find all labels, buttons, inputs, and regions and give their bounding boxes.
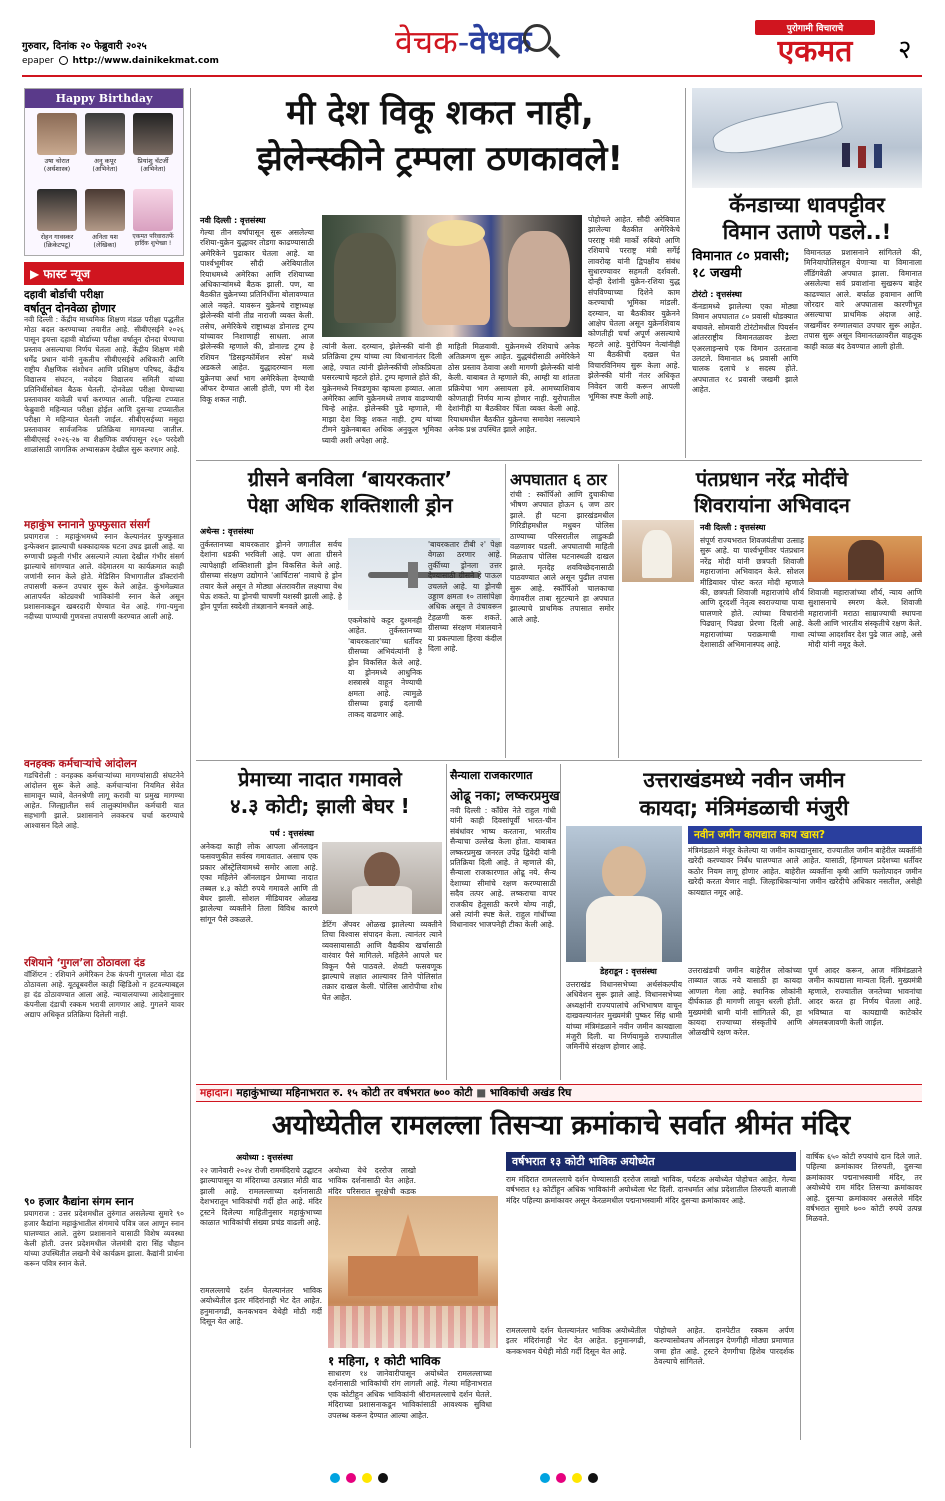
avatar [85, 189, 125, 231]
ayodhya-box-title: १ महिना, १ कोटी भाविक [328, 1354, 441, 1368]
color-swatch [540, 1473, 550, 1483]
ayodhya-col-5: पोहोचले आहेत. दानपेटीत रक्कम अर्पण करण्यासोबतच ऑनलाइन देणगीही मोठ्या प्रमाणात जमा होत आहे. ट्रस्टने देणगीचा हिशेब पारदर्शक ठेवल्याचे सांगितले. [654, 1326, 794, 1367]
modi-col-1: संपूर्ण राज्यभरात शिवजयंतीचा उत्साह सुरू आहे. या पार्श्वभूमीवर पंतप्रधान नरेंद्र मोदी यांनी छत्रपती शिवाजी महाराजांना अभिवादन केले. सोशल मीडियावर पोस्ट करत मोदी म्हणाले की, छत्रपती शिवाजी महाराजांचे शौर्य आणि दूरदर्शी नेतृत्व स्वराज्याचा पाया घालणारे होते. त्यांच्या विचारांनी पिढ्यान् पिढ्या प्रेरणा दिली आहे. महाराजांच्या पराक्रमाची गाथा देशासाठी अभिमानास्पद आहे. [700, 536, 804, 650]
birthday-caption: एकमत परिवारातर्फे हार्दिक शुभेच्छा ! [132, 233, 174, 247]
brand-block [755, 20, 875, 68]
army-kicker: सैन्याला राजकारणात [450, 769, 533, 782]
news-item [24, 758, 184, 951]
cm-photo [566, 826, 682, 962]
news-headline: वनहक्क कर्मचाऱ्यांचे आंदोलन [24, 758, 137, 770]
section-name-a: वेचक [395, 23, 458, 61]
birthday-caption: प्रियांशु चॅटर्जी (अभिनेता) [137, 157, 169, 173]
birthday-box [24, 88, 184, 256]
canada-col-2: विमानतळ प्रशासनाने सांगितले की, मिनियापोलिसहून येणाऱ्या या विमानाला लँडिंगवेळी अपघात झाला. विमानात असलेल्या सर्व प्रवाशांना सुखरूप बाहेर काढण्यात आले. बर्फाळ हवामान आणि जोरदार वारे अपघातास कारणीभूत असल्याचा प्राथमिक अंदाज आहे. जखमींवर रुग्णालयात उपचार सुरू आहेत. तपास सुरू असून विमानतळावरील वाहतूक काही काळ बंद ठेवण्यात आली होती. [804, 248, 922, 351]
lead-headline: मी देश विकू शकत नाही, झेलेन्स्कीने ट्रम्पला ठणकावले! [257, 93, 623, 179]
ayodhya-col-4: रामलल्लाचे दर्शन घेतल्यानंतर भाविक अयोध्येतील इतर मंदिरांनाही भेट देत आहेत. हनुमानगढी, कनकभवन येथेही मोठी गर्दी दिसून येत आहे. [506, 1326, 646, 1356]
fast-news-column [24, 262, 184, 1442]
news-headline: रशियाने ‘गुगल’ला ठोठावला दंड [24, 957, 146, 969]
globe-icon [59, 56, 68, 65]
brand-tagline: पुरोगामी विचाराचे [755, 20, 875, 35]
uttarakhand-headline: उत्तराखंडमध्ये नवीन जमीन कायदा; मंत्रिमंडळाची मंजुरी [639, 768, 849, 820]
ayodhya-box [328, 1352, 492, 1436]
mahadan-label: महादान। [200, 1087, 233, 1099]
news-item [24, 957, 184, 1190]
news-body: नवी दिल्ली : केंद्रीय माध्यमिक शिक्षण मंडळ परीक्षा पद्धतीत मोठा बदल करण्याच्या तयारीत आहे. सीबीएसईने २०२६ पासून इयत्ता दहावी बोर्डाच्या परीक्षा वर्षातून दोनदा घेण्याचा प्रस्ताव असल्याचा निर्णय घेतला आहे. केंद्रीय शिक्षण मंत्री धर्मेंद्र प्रधान यांनी नुकतीच सीबीएसईचे अधिकारी आणि राष्ट्रीय शैक्षणिक संशोधन आणि प्रशिक्षण परिषद, केंद्रीय विद्यालय संघटन, नवोदय विद्यालय समिती यांच्या प्रतिनिधींसोबत बैठक घेतली. दोनवेळा परीक्षा घेण्याच्या प्रस्तावावर यावेळी चर्चा करण्यात आली. पहिल्या टप्प्यात फेब्रुवारी महिन्यात परीक्षा होईल आणि दुसऱ्या टप्प्यातील परीक्षा मे महिन्यात घेतली जाईल. सीबीएसईच्या मसुदा प्रस्तावावर सार्वजनिक प्रतिक्रिया मागवल्या जातील. सीबीएसई २०२६-२७ या शैक्षणिक वर्षापासून २६० परदेशी शाळांसाठी जागतिक अभ्यासक्रम देखील सुरू करणार आहे. [24, 315, 184, 454]
color-swatch [362, 1473, 372, 1483]
ayodhya-col-2: अयोध्या येथे दररोज लाखो भाविक दर्शनासाठी येत आहेत. मंदिर परिसरात सुरक्षेची कडक [328, 1166, 416, 1196]
color-swatch [378, 1473, 388, 1483]
news-headline: महाकुंभ स्नानाने फुफ्फुसात संसर्ग [24, 519, 150, 531]
ayodhya-col-1: २२ जानेवारी २०२४ रोजी राममंदिराचे उद्घाटन झाल्यापासून या मंदिराच्या उत्पन्नात मोठी वाढ झाली आहे. रामलल्लाच्या दर्शनासाठी देशभरातून भाविकांची गर्दी होत आहे. मंदिर ट्रस्टने दिलेल्या माहितीनुसार महाकुंभाच्या काळात भाविकांची संख्या प्रचंड वाढली आहे. [200, 1166, 322, 1228]
leaders-photo [322, 215, 582, 337]
color-swatch [572, 1473, 582, 1483]
greece-headline: ग्रीसने बनविला ‘बायरकतार’ पेक्षा अधिक शक्तिशाली ड्रोन [247, 467, 453, 517]
greece-col-2: एकमेकांचे कट्टर दुश्मनही आहेत. तुर्कस्तानच्या 'बायरकतार'च्या धर्तीवर ग्रीसच्या अभियंत्यांनी हे ड्रोन विकसित केले आहे. या ड्रोनमध्ये आधुनिक शस्त्रास्त्रे वाहून नेण्याची क्षमता आहे. त्यामुळे ग्रीसच्या हवाई दलाची ताकद वाढणार आहे. [348, 616, 422, 719]
section-divider [196, 460, 922, 461]
lead-col-4: पोहोचले आहेत. सौदी अरेबियात झालेल्या बैठकीत अमेरिकेचे परराष्ट्र मंत्री मार्को रुबियो आणि रशियाचे परराष्ट्र मंत्री सर्गेई लावरोव्ह यांनी द्विपक्षीय संबंध सुधारण्यावर सहमती दर्शवली. दोन्ही देशांनी युक्रेन-रशिया युद्ध संपविण्याच्या दिशेने काम करण्याची भूमिका मांडली. दरम्यान, या बैठकीवर युक्रेनने आक्षेप घेतला असून युक्रेनशिवाय कोणतीही चर्चा अपूर्ण असल्याचे म्हटले आहे. युरोपियन नेत्यांनीही या बैठकीची दखल घेत विचारविनिमय सुरू केला आहे. झेलेन्स्की यांनी नंतर अधिकृत निवेदन जारी करून आपली भूमिका स्पष्ट केली आहे. [588, 215, 680, 401]
romance-scam-col-1: अनेकदा काही लोक आपला ऑनलाइन फसवणुकीत सर्वस्व गमावतात. असाच एक प्रकार ऑस्ट्रेलियामध्ये समोर आला आहे. एका महिलेने ऑनलाइन प्रेमाच्या नादात तब्बल ४.३ कोटी रुपये गमावले आणि ती बेघर झाली. सोशल मीडियावर ओळख झालेल्या व्यक्तीने तिला विविध कारणे सांगून पैसे उकळले. [200, 842, 318, 924]
modi-col-2: शिवाजी महाराजांच्या शौर्य, न्याय आणि सुशासनाचे स्मरण केले. शिवाजी महाराजांनी मराठा साम्राज्याची स्थापना केली आणि भारतीय संस्कृतीचे रक्षण केले. त्यांच्या आदर्शांवर देश पुढे जात आहे, असे मोदी यांनी नमूद केले. [808, 588, 922, 650]
modi-headline: पंतप्रधान नरेंद्र मोदींचे शिवरायांना अभिवादन [694, 467, 850, 517]
birthday-caption: उषा चोरात (अर्थशास्त्र) [43, 157, 71, 173]
greece-col-1: तुर्कस्तानच्या बायरकतार ड्रोनने जगातील सर्वच देशांना धडकी भरविली आहे. पण आता ग्रीसने त्यापेक्षाही शक्तिशाली ड्रोन विकसित केले आहे. ग्रीसच्या संरक्षण उद्योगाने 'आर्चिटास' नावाचे हे ड्रोन तयार केले असून ते मोठ्या अंतरावरील लक्ष्याचा वेध घेऊ शकते. या ड्रोनची चाचणी यशस्वी झाली आहे. हे ड्रोन पूर्णतः स्वदेशी तंत्रज्ञानाने बनवले आहे. [200, 540, 342, 612]
birthday-caption: अनिता यश (लेखिका) [92, 233, 118, 249]
canada-col-1: कॅनडामध्ये झालेल्या एका मोठ्या विमान अपघातात ८० प्रवासी थोडक्यात बचावले. सोमवारी टोरंटोमधील पियर्सन आंतरराष्ट्रीय विमानतळावर डेल्टा एअरलाइन्सचे एक विमान उतरताना उलटले. विमानात ७६ प्रवासी आणि चालक दलाचे ४ सदस्य होते. अपघातात १८ प्रवासी जखमी झाले आहेत. [692, 302, 798, 395]
lead-col-2: त्यांनी केला. दरम्यान, झेलेन्स्की यांनी ही प्रतिक्रिया ट्रम्प यांच्या त्या विधानानंतर दिली आहे, ज्यात त्यांनी झेलेन्स्कींची लोकप्रियता घसरल्याचे म्हटले होते. ट्रम्प म्हणाले होते की, युक्रेनमध्ये निवडणुका व्हायला हव्यात. आता अमेरिका आणि युक्रेनमध्ये तणाव वाढण्याची चिन्हे आहेत. झेलेन्स्की पुढे म्हणाले, मी माझा देश विकू शकत नाही. ट्रम्प यांच्या टीमने युक्रेनबाबत अधिक अनुकूल भूमिका घ्यावी अशी अपेक्षा आहे. [322, 342, 442, 445]
news-body: वॉशिंग्टन : रशियाने अमेरिकन टेक कंपनी गुगलला मोठा दंड ठोठावला आहे. यूट्यूबवरील काही व्हिडिओ न हटवल्याबद्दल हा दंड ठोठावण्यात आला आहे. न्यायालयाच्या आदेशानुसार कंपनीला दंडाची रक्कम भरावी लागणार आहे. गुगलने यावर अद्याप अधिकृत प्रतिक्रिया दिलेली नाही. [24, 970, 184, 1019]
print-color-bar [0, 1470, 945, 1486]
army-body: नवी दिल्ली : काँग्रेस नेते राहुल गांधी यांनी काही दिवसांपूर्वी भारत-चीन संबंधांवर भाष्य करताना, भारतीय सैन्याचा उल्लेख केला होता. याबाबत लष्करप्रमुख जनरल उपेंद्र द्विवेदी यांनी प्रतिक्रिया दिली आहे. ते म्हणाले की, सैन्याला राजकारणात ओढू नये. सैन्य देशाच्या सीमांचे रक्षण करण्यासाठी सदैव तत्पर आहे. लष्कराचा वापर राजकीय हेतूसाठी करणे योग्य नाही, असे त्यांनी स्पष्ट केले. राहुल गांधींच्या विधानावर भाजपनेही टीका केली आहे. [450, 806, 556, 930]
color-swatch [556, 1473, 566, 1483]
lead-dateline: नवी दिल्ली : वृत्तसंस्था [200, 216, 266, 225]
website-link[interactable]: http://www.dainikekmat.com [72, 56, 219, 66]
canada-dateline: टोरंटो : वृत्तसंस्था [692, 290, 742, 299]
lead-col-3: माहिती मिळवावी. युक्रेनमध्ये रशियाचे अनेक अतिक्रमण सुरू आहेत. युद्धबंदीसाठी अमेरिकेने ठोस प्रस्ताव ठेवावा अशी मागणी झेलेन्स्की यांनी केली. याबाबत ते म्हणाले की, आम्ही या शांतता प्रक्रियेचा भाग असायला हवे. आमच्याशिवाय कोणताही निर्णय मान्य होणार नाही. युरोपातील देशांनीही या बैठकीवर चिंता व्यक्त केली आहे. रियाधमधील बैठकीत युक्रेनचा समावेश नसल्याने अनेक प्रश्न उपस्थित झाले आहेत. [448, 342, 580, 435]
color-swatch [330, 1473, 340, 1483]
section-logo: वेचक-वेधक [395, 20, 675, 64]
news-body: प्रयागराज : महाकुंभमध्ये स्नान केल्यानंतर फुफ्फुसात इन्फेक्शन झाल्याची धक्कादायक घटना उघड झाली आहे. या रुग्णाची प्रकृती गंभीर असल्याने त्याला देखील गंभीर संसर्ग झाल्याचे सांगण्यात आले. वंदेमातरम या कार्यक्रमात काही जणांनी स्नान केले होते. मेडिसिन विभागातील डॉक्टरांनी तपासणी करून उपचार सुरू केले आहेत. कुंभमेळ्यात आतापर्यंत कोट्यवधी भाविकांनी स्नान केले असून प्रशासनाकडून खबरदारी घेण्यात येत आहे. गंगा-यमुना नदीच्या पाण्याची गुणवत्ता तपासणी करण्यात आली आहे. [24, 532, 184, 621]
birthday-title: Happy Birthday [25, 89, 183, 108]
section-name-b: वेधक [469, 23, 532, 61]
header-rule [22, 75, 922, 77]
epaper-label: epaper [22, 56, 54, 66]
ayodhya-side-box [506, 1152, 796, 1322]
romance-scam-col-2: डेटिंग ॲपवर ओळख झालेल्या व्यक्तीने तिचा विश्वास संपादन केला. त्यानंतर त्याने व्यवसायासाठी आणि वैद्यकीय खर्चासाठी वारंवार पैसे मागितले. महिलेने आपले घर विकून पैसे पाठवले. शेवटी फसवणूक झाल्याचे लक्षात आल्यावर तिने पोलिसांत तक्रार दाखल केली. पोलिस आरोपीचा शोध घेत आहेत. [322, 920, 442, 1002]
news-body: प्रयागराज : उत्तर प्रदेशमधील तुरुंगात असलेल्या सुमारे ९० हजार कैद्यांना महाकुंभातील संगमाचे पवित्र जल आणून स्नान घालण्यात आले. तुरुंग प्रशासनाने यासाठी विशेष व्यवस्था केली होती. उत्तर प्रदेशमधील जेलमंत्री दारा सिंह चौहान यांच्या उपस्थितीत लखनौ येथे कार्यक्रम झाला. कैद्यांनी प्रार्थना करून पवित्र स्नान केले. [24, 1209, 184, 1268]
lead-col-1: गेल्या तीन वर्षांपासून सुरू असलेल्या रशिया-युक्रेन युद्धावर तोडगा काढण्यासाठी अमेरिकेने पुढाकार घेतला आहे. या पार्श्वभूमीवर सौदी अरेबियातील रियाधमध्ये अमेरिका आणि रशियाच्या अधिकाऱ्यांमध्ये बैठक झाली. पण, या बैठकीत युक्रेनच्या प्रतिनिधींना बोलावण्यात आले नव्हते. यावरून युक्रेनचे राष्ट्राध्यक्ष झेलेन्स्की यांनी तीव्र नाराजी व्यक्त केली. तसेच, अमेरिकेचे राष्ट्राध्यक्ष डोनाल्ड ट्रम्प यांच्यावर निशाणाही साधला. आज झेलेन्स्की म्हणाले की, डोनाल्ड ट्रम्प हे रशियन 'डिसइन्फॉर्मेशन स्पेस' मध्ये अडकले आहेत. युद्धादरम्यान मला युक्रेनचा अर्धा भाग अमेरिकेला देण्याची ऑफर देण्यात आली होती, पण मी देश विकू शकत नाही. [200, 228, 314, 404]
ayodhya-box-body: साधारण १४ जानेवारीपासून अयोध्येत रामलल्लाच्या दर्शनासाठी भाविकांची रांग लागली आहे. गेल्या महिनाभरात एक कोटीहून अधिक भाविकांनी श्रीरामलल्लाचे दर्शन घेतले. मंदिराच्या प्रशासनाकडून भाविकांसाठी आवश्यक सुविधा उपलब्ध करून देण्यात आल्या आहेत. [328, 1369, 492, 1420]
avatar [85, 113, 125, 155]
column-divider [800, 1150, 801, 1440]
ayodhya-col-3: रामलल्लाचे दर्शन घेतल्यानंतर भाविक अयोध्येतील इतर मंदिरांनाही भेट देत आहेत. हनुमानगढी, कनकभवन येथेही मोठी गर्दी दिसून येत आहे. [200, 1286, 322, 1327]
lightning-icon: ▶ [30, 267, 44, 281]
brand-logo: एकमत [777, 34, 853, 69]
news-item [24, 289, 184, 513]
uttarakhand-dateline: डेहराडून : वृत्तसंस्था [600, 967, 657, 976]
birthday-caption: अनु कपूर (अभिनेता) [92, 157, 118, 173]
section-divider [196, 760, 922, 761]
square-bullet-icon: ■ [476, 1087, 490, 1099]
avatar [133, 113, 173, 155]
news-headline: ९० हजार कैद्यांना संगम स्नान [24, 1196, 134, 1208]
modi-dateline: नवी दिल्ली : वृत्तसंस्था [700, 523, 766, 532]
column-divider [446, 764, 447, 1080]
ayodhya-headline: अयोध्येतील रामलल्ला तिसऱ्या क्रमांकाचे सर्वात श्रीमंत मंदिर [271, 1110, 851, 1141]
woman-distress-photo [322, 842, 442, 914]
epaper-line [22, 56, 219, 66]
mahadan-strip [196, 1084, 922, 1102]
news-subhead: वर्षातून दोनवेळा होणार [24, 302, 116, 315]
greece-col-3: 'बायरकतार टीबी २' पेक्षा वेगळा ठरणार आहे. तुर्कीच्या ड्रोनला उत्तर देण्यासाठी ग्रीसने हे पाऊल उचलले आहे. या ड्रोनची उड्डाण क्षमता १० तासांपेक्षा अधिक असून ते उंचावरून टेहळणी करू शकते. ग्रीसच्या संरक्षण मंत्रालयाने या प्रकल्पाला हिरवा कंदील दिला आहे. [428, 540, 502, 654]
column-divider [618, 464, 619, 758]
canada-headline: कॅनडाच्या धावपट्टीवर विमान उताणे पडले..! [722, 193, 892, 244]
color-swatch [588, 1473, 598, 1483]
modi-photo [622, 520, 694, 582]
ayodhya-side-title: वर्षभरात १३ कोटी भाविक अयोध्येत [506, 1152, 796, 1171]
masthead [0, 0, 945, 82]
shivaji-statue-photo [808, 536, 922, 582]
birthday-caption: रोहन गावस्कर (क्रिकेटपटू) [40, 233, 74, 249]
fast-news-title: ▶ फास्ट न्यूज [24, 262, 184, 285]
accident-headline: अपघातात ६ ठार [510, 470, 607, 489]
news-headline: दहावी बोर्डाची परीक्षा [24, 289, 104, 301]
greece-dateline: अथेन्स : वृत्तसंस्था [200, 527, 254, 536]
avatar [37, 189, 77, 231]
mahadan-text: महाकुंभाच्या महिनाभरात रु. १५ कोटी तर वर्षभरात ७०० कोटी [236, 1087, 473, 1099]
ayodhya-dateline: अयोध्या : वृत्तसंस्था [236, 1153, 293, 1162]
news-item [24, 519, 184, 752]
page-number: २ [898, 35, 912, 65]
ayodhya-side-body: राम मंदिरात रामलल्लाचे दर्शन घेण्यासाठी दररोज लाखो भाविक, पर्यटक अयोध्येत पोहोचत आहेत. गेल्या वर्षभरात १३ कोटींहून अधिक भाविकांनी अयोध्येला भेट दिली. दानधर्मात आंध्र प्रदेशातील तिरुपती बालाजी मंदिर पहिल्या क्रमांकावर असून केरळमधील पद्मनाभस्वामी मंदिर दुसऱ्या क्रमांकावर आहे. [506, 1175, 796, 1205]
uttarakhand-col-2: उत्तराखंडची जमीन बाहेरील लोकांच्या ताब्यात जाऊ नये यासाठी हा कायदा आणला गेला आहे. स्थानिक लोकांनी दीर्घकाळ ही मागणी लावून धरली होती. मुख्यमंत्री धामी यांनी सांगितले की, हा कायदा राज्याच्या संस्कृतीचे आणि ओळखीचे रक्षण करेल. [688, 966, 802, 1038]
romance-scam-dateline: पर्थ : वृत्तसंस्था [270, 829, 314, 838]
news-body: गडचिरोली : वनहक्क कर्मचाऱ्यांच्या मागण्यांसाठी संघटनेने आंदोलन सुरू केले आहे. कर्मचाऱ्यांना नियमित सेवेत सामावून घ्यावे, वेतनश्रेणी लागू करावी या प्रमुख मागण्या आहेत. जिल्ह्यातील सर्व तालुक्यांमधील कर्मचारी यात सहभागी झाले. प्रशासनाने लवकरच चर्चा करण्याचे आश्वासन दिले आहे. [24, 771, 184, 830]
avatar [37, 113, 77, 155]
land-law-kicker: नवीन जमीन कायद्यात काय खास? [688, 826, 922, 844]
land-law-kicker-body: मंत्रिमंडळाने मंजूर केलेल्या या जमीन कायद्यानुसार, राज्यातील जमीन बाहेरील व्यक्तींनी खरेदी करण्यावर निर्बंध घालण्यात आले आहेत. यासाठी, हिमाचल प्रदेशच्या धर्तीवर कठोर नियम लागू होणार आहेत. बाहेरील व्यक्तींना कृषी आणि फलोत्पादन जमीन खरेदी करता येणार नाही. जिल्हाधिकाऱ्यांना जमीन खरेदीचे अधिकार नसतील, असेही कायद्यात नमूद आहे. [688, 846, 922, 897]
plane-crash-photo [692, 88, 922, 188]
accident-body: रांची : स्कॉर्पिओ आणि दुचाकीचा भीषण अपघात होऊन ६ जण ठार झाले. ही घटना झारखंडमधील गिरिडीहमधील मधुबन पोलिस ठाण्याच्या परिसरातील लाडुकडी वळणावर घडली. अपघाताची माहिती मिळताच पोलिस घटनास्थळी दाखल झाले. मृतदेह शवविच्छेदनासाठी पाठवण्यात आले असून पुढील तपास सुरू आहे. स्कॉर्पिओ चालकाचा वेगावरील ताबा सुटल्याने हा अपघात झाल्याचे प्राथमिक तपासात समोर आले आहे. [510, 490, 614, 624]
romance-scam-headline: प्रेमाच्या नादात गमावले ४.३ कोटी; झाली बेघर ! [230, 767, 410, 818]
uttarakhand-col-3: पूर्ण आदर करून, आज मंत्रिमंडळाने जमीन कायद्याला मान्यता दिली. मुख्यमंत्री म्हणाले, राज्यातील जनतेच्या भावनांचा आदर करत हा निर्णय घेतला आहे. भविष्यात या कायद्याची काटेकोर अंमलबजावणी केली जाईल. [808, 966, 922, 1028]
army-headline: ओढू नका; लष्करप्रमुख [450, 789, 560, 804]
column-divider [190, 88, 191, 1448]
ayodhya-col-6: वार्षिक ६५० कोटी रुपयांचे दान दिले जाते. पहिल्या क्रमांकावर तिरुपती, दुसऱ्या क्रमांकावर पद्मनाभस्वामी मंदिर, तर अयोध्येचे राम मंदिर तिसऱ्या क्रमांकावर आहे. दुसऱ्या क्रमांकावर असलेले मंदिर वर्षभरात सुमारे ७०० कोटी रुपये उत्पन्न मिळवते. [806, 1152, 922, 1224]
ram-temple-photo [328, 1196, 498, 1348]
issue-date: गुरुवार, दिनांक २० फेब्रुवारी २०२५ [22, 41, 147, 52]
cake-icon [133, 189, 173, 231]
news-item [24, 1196, 184, 1409]
column-divider [560, 764, 561, 1080]
canada-subhead: विमानात ८० प्रवासी; १८ जखमी [692, 249, 790, 281]
uttarakhand-col-1: उत्तराखंड विधानसभेच्या अर्थसंकल्पीय अधिवेशन सुरू झाले आहे. विधानसभेच्या अध्यक्षांनी राज्यपालांचे अभिभाषण वाचून दाखवल्यानंतर मुख्यमंत्री पुष्कर सिंह धामी यांच्या मंत्रिमंडळाने नवीन जमीन कायद्याला मंजुरी दिली. या निर्णयामुळे राज्यातील जमिनींचे संरक्षण होणार आहे. [566, 980, 682, 1052]
mahadan-text-2: भाविकांची अखंड रिघ [489, 1087, 572, 1099]
column-divider [505, 464, 506, 758]
column-divider [685, 88, 686, 458]
color-swatch [346, 1473, 356, 1483]
